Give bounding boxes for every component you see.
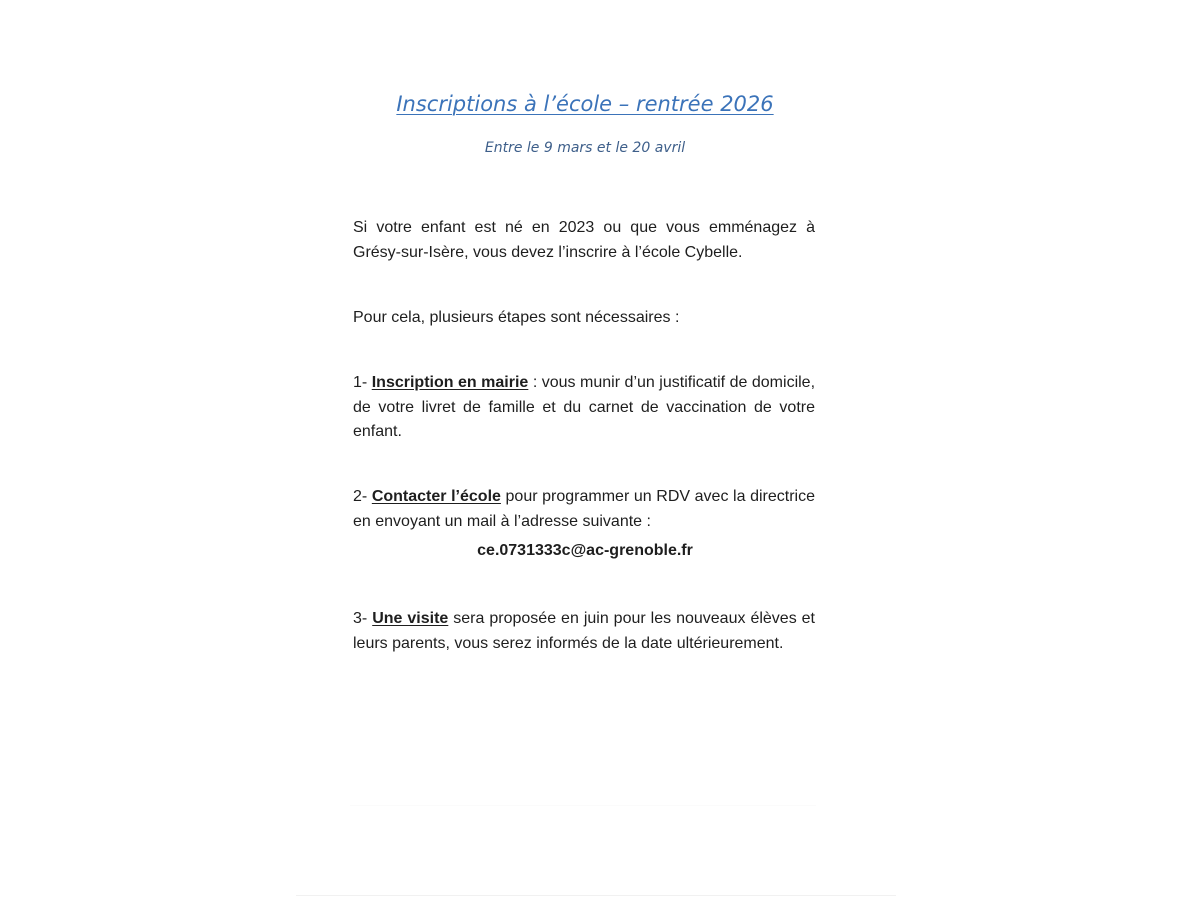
- step-3-paragraph: [353, 607, 815, 656]
- scan-artifact-line: [350, 805, 816, 806]
- steps-intro-paragraph: Pour cela, plusieurs étapes sont nécessaires :: [353, 309, 680, 326]
- intro-paragraph: Si votre enfant est né en 2023 ou que vous emménagez à Grésy-sur-Isère, vous devez l’inscrire à l’école Cybelle.: [353, 219, 815, 261]
- document-subtitle: Entre le 9 mars et le 20 avril: [484, 140, 686, 156]
- document-title: Inscriptions à l’école – rentrée 2026: [396, 92, 774, 116]
- step-2-paragraph: [353, 485, 815, 534]
- step-3-text: sera proposée en juin pour les nouveaux élèves et leurs parents, vous serez informés de la date ultérieurement.: [353, 610, 816, 652]
- step-3-number: 3-: [353, 610, 373, 627]
- step-2-text: pour programmer un RDV avec la directrice en envoyant un mail à l’adresse suivante :: [353, 488, 815, 530]
- step-1-text: : vous munir d’un justificatif de domicile, de votre livret de famille et du carnet de vaccination de votre enfant.: [353, 374, 816, 440]
- step-1-number: 1-: [353, 374, 372, 391]
- page-bottom-divider: [296, 895, 896, 896]
- step-3-heading: Une visite: [372, 610, 449, 627]
- school-email-address: ce.0731333c@ac-grenoble.fr: [477, 542, 693, 559]
- step-2-heading: Contacter l’école: [371, 488, 501, 505]
- step-1-paragraph: [353, 371, 815, 445]
- step-1-heading: Inscription en mairie: [371, 374, 529, 391]
- step-2-number: 2-: [353, 488, 372, 505]
